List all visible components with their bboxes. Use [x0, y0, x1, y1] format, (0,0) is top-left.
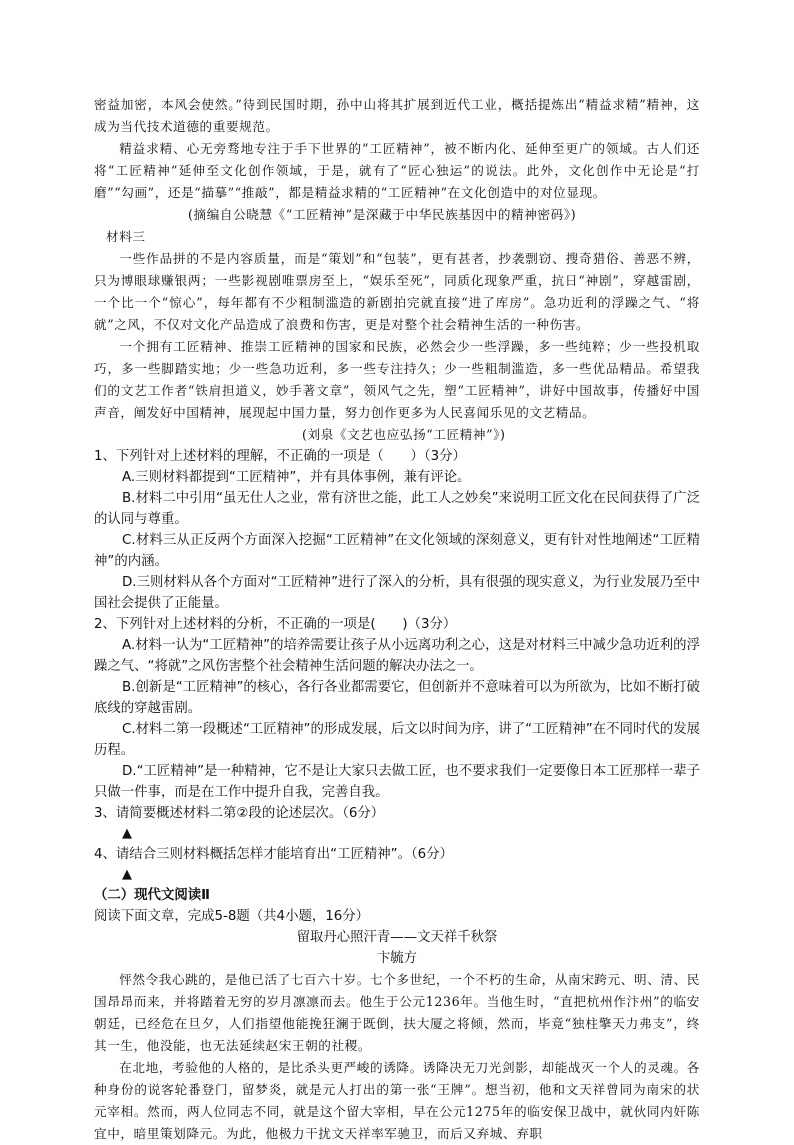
- question-1-stem: 1、下列针对上述材料的理解，不正确的一项是（ ）（3分）: [94, 449, 466, 464]
- article-author: 卞毓方: [376, 951, 418, 966]
- material2-paragraph-cont: 密益加密，本风会使然。”待到民国时期，孙中山将其扩展到近代工业，概括提炼出“精益求精”精神，这成为当代技术道德的重要规范。: [94, 97, 700, 134]
- material2-paragraph-2: 精益求精、心无旁骛地专注于手下世界的“工匠精神”，被不断内化、延伸至更广的领域。古人们还将“工匠精神”延伸至文化创作领域，于是，就有了“匠心独运”的说法。此外，文化创作中无论是“打磨”“勾画”，还是“描摹”“推敲”，都是精益求精的“工匠精神”在文化创造中的对位显现。: [94, 141, 700, 200]
- question-4-stem: 4、请结合三则材料概括怎样才能培育出“工匠精神”。（6分）: [94, 847, 453, 862]
- answer-triangle-marker: ▲: [122, 826, 132, 841]
- section-heading: （二）现代文阅读Ⅱ: [94, 888, 210, 903]
- question-2-option-c: C.材料二第一段概述“工匠精神”的形成发展，后文以时间为序，讲了“工匠精神”在不同时代的发展历程。: [94, 722, 700, 758]
- article-paragraph-1: 怦然令我心跳的，是他已活了七百六十岁。七个多世纪，一个不朽的生命，从南宋跨元、明、清、民国昂昂而来，并将踏着无穷的岁月凛凛而去。他生于公元1236年。当他生时，“直把杭州作汴州”的临安朝廷，已经危在旦夕，人们指望他能挽狂澜于既倒，扶大厦之将倾，然而，毕竟“独柱擎天力弗支”，终其一生，他没能，也无法延续赵宋王朝的社稷。: [94, 972, 700, 1053]
- question-2-option-b: B.创新是“工匠精神”的核心，各行各业都需要它，但创新并不意味着可以为所欲为，比如不断打破底线的穿越雷剧。: [94, 680, 700, 716]
- material3-paragraph-2: 一个拥有工匠精神、推崇工匠精神的国家和民族，必然会少一些浮躁，多一些纯粹；少一些投机取巧，多一些脚踏实地；少一些急功近利，多一些专注持久；少一些粗制滥造，多一些优品精品。希望我们的文艺工作者“铁肩担道义，妙手著文章”，领风气之先，塑“工匠精神”，讲好中国故事，传播好中国声音，阐发好中国精神，展现起中国力量，努力创作更多为人民喜闻乐见的文艺精品。: [94, 339, 700, 420]
- question-1-option-a: A.三则材料都提到“工匠精神”，并有具体事例，兼有评论。: [122, 470, 471, 485]
- material2-source: (摘编自公晓慧《“工匠精神”是深藏于中华民族基因中的精神密码》): [188, 207, 577, 222]
- section-instruction: 阅读下面文章，完成5-8题（共4小题，16分）: [94, 909, 370, 924]
- answer-triangle-marker: ▲: [122, 867, 132, 882]
- question-2-option-d: D.“工匠精神”是一种精神，它不是让大家只去做工匠，也不要求我们一定要像日本工匠那样一辈子只做一件事，而是在工作中提升自我，完善自我。: [94, 764, 700, 800]
- article-title: 留取丹心照汗青——文天祥千秋祭: [296, 930, 498, 945]
- question-1-option-d: D.三则材料从各个方面对“工匠精神”进行了深入的分析，具有很强的现实意义，为行业发展乃至中国社会提供了正能量。: [94, 575, 700, 611]
- material3-label: 材料三: [106, 229, 146, 244]
- material3-source: (刘泉《文艺也应弘扬“工匠精神”》): [302, 427, 506, 442]
- material3-paragraph-1: 一些作品拼的不是内容质量，而是“策划”和“包装”，更有甚者，抄袭剽窃、搜奇猎俗、善恶不辨，只为博眼球赚银两；一些影视剧唯票房至上，“娱乐至死”，同质化现象严重，抗日“神剧”，穿越雷剧，一个比一个“惊心”，每年都有不少粗制滥造的新剧拍完就直接“进了库房”。急功近利的浮躁之气、“将就”之风，不仅对文化产品造成了浪费和伤害，更是对整个社会精神生活的一种伤害。: [94, 251, 700, 332]
- article-paragraph-2: 在北地，考验他的人格的，是比杀头更严峻的诱降。诱降决无刀光剑影，却能战灭一个人的灵魂。各种身份的说客轮番登门，留梦炎，就是元人打出的第一张“王牌”。想当初，他和文天祥曾同为南宋的状元宰相。然而，两人位同志不同，就是这个留大宰相，早在公元1275年的临安保卫战中，就伙同内奸陈宜中，暗里策划降元。为此，他极力干扰文天祥率军驰卫，而后又弃城、弃职: [94, 1060, 700, 1141]
- question-1-option-c: C.材料三从正反两个方面深入挖掘“工匠精神”在文化领域的深刻意义，更有针对性地阐述“工匠精神”的内涵。: [94, 533, 700, 569]
- question-2-stem: 2、下列针对上述材料的分析，不正确的一项是( )（3分）: [94, 617, 457, 632]
- question-2-option-a: A.材料一认为“工匠精神”的培养需要让孩子从小远离功利之心，这是对材料三中减少急功近利的浮躁之气、“将就”之风伤害整个社会精神生活问题的解决办法之一。: [94, 638, 700, 674]
- question-3-stem: 3、请简要概述材料二第②段的论述层次。（6分）: [94, 806, 385, 821]
- document-body: [94, 94, 700, 1145]
- question-1-option-b: B.材料二中引用“虽无仕人之业，常有济世之能，此工人之妙矣”来说明工匠文化在民间获得了广泛的认同与尊重。: [94, 491, 700, 527]
